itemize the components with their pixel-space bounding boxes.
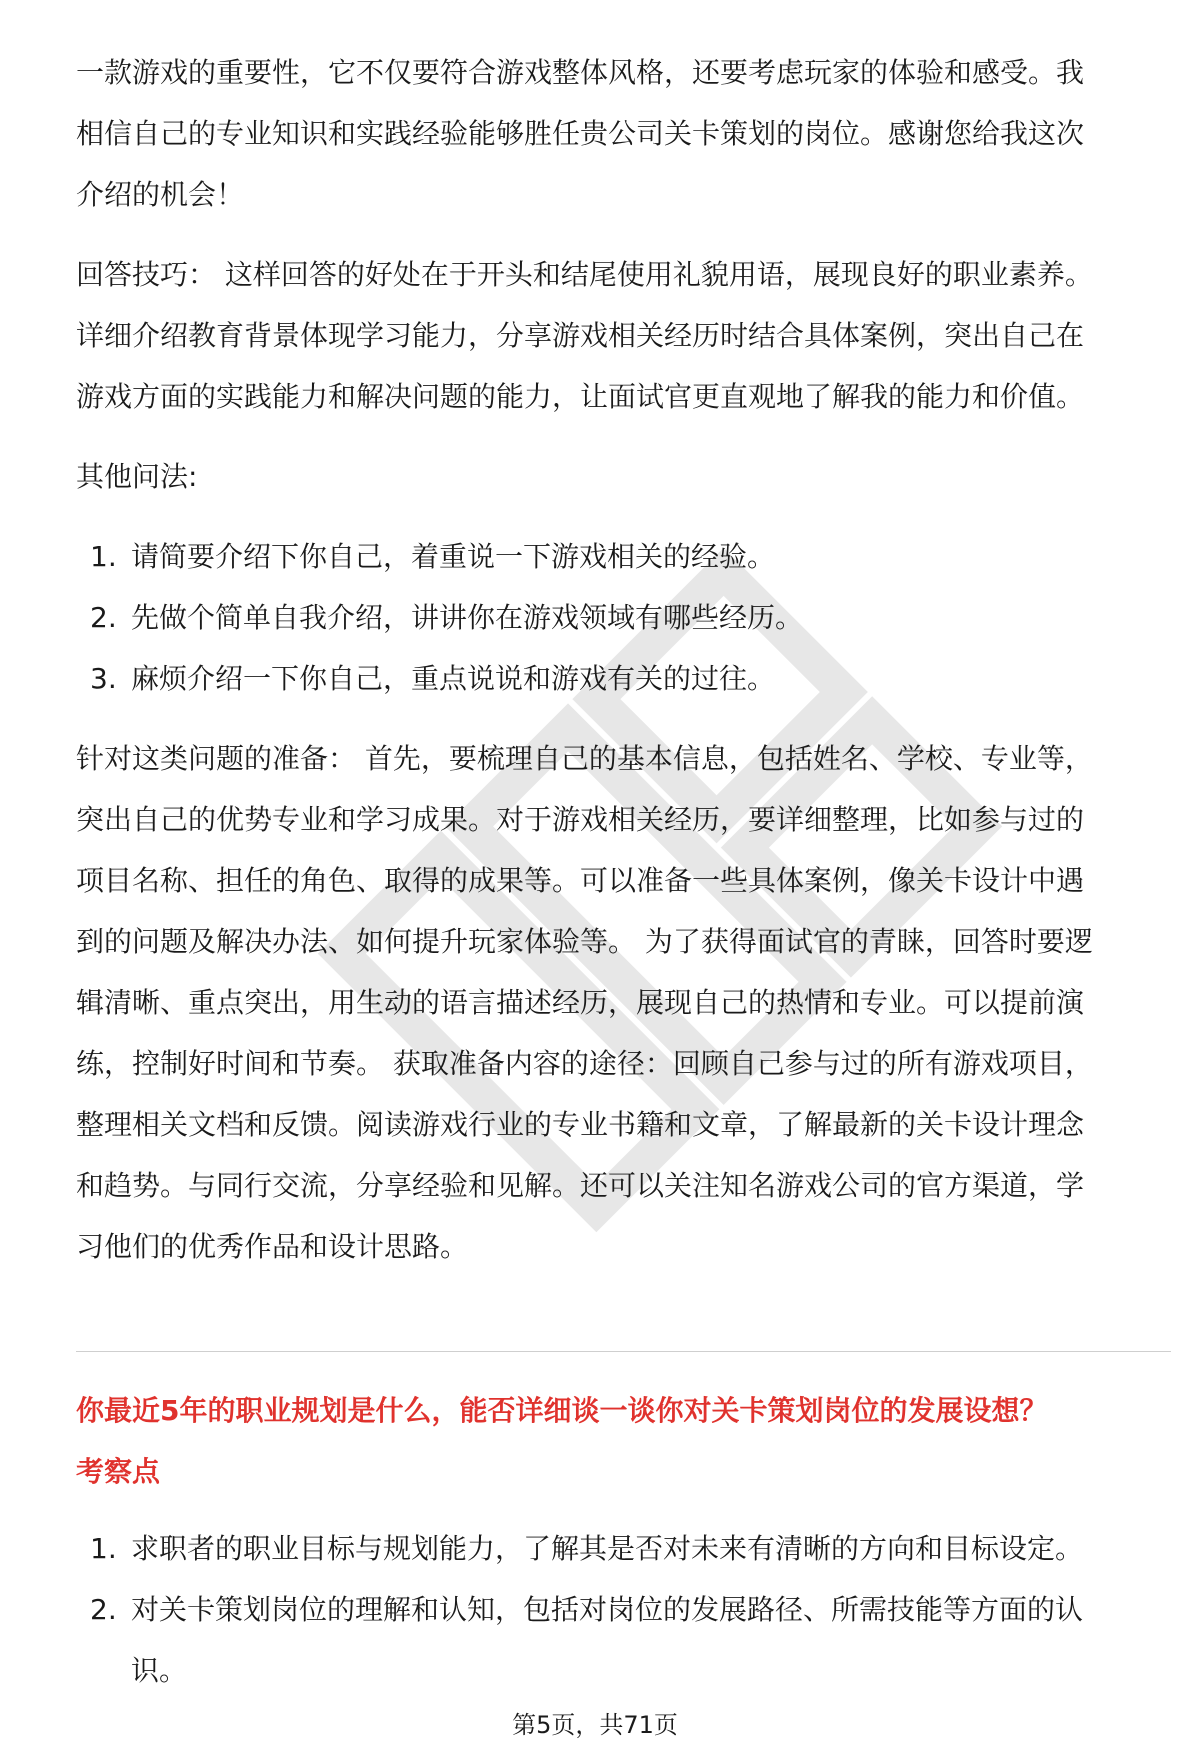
text-line: 练，控制好时间和节奏。 获取准备内容的途径：回顾自己参与过的所有游戏项目， bbox=[76, 1047, 1093, 1080]
page-content bbox=[76, 42, 1171, 1277]
list-item bbox=[76, 526, 1171, 587]
text-line: 习他们的优秀作品和设计思路。 bbox=[76, 1230, 469, 1263]
list-text: 请简要介绍下你自己，着重说一下游戏相关的经验。 bbox=[131, 540, 776, 573]
text-line: 游戏方面的实践能力和解决问题的能力，让面试官更直观地了解我的能力和价值。 bbox=[76, 380, 1085, 413]
list-text: 求职者的职业目标与规划能力，了解其是否对未来有清晰的方向和目标设定。 bbox=[131, 1532, 1084, 1565]
interview-question-heading: 你最近5年的职业规划是什么，能否详细谈一谈你对关卡策划岗位的发展设想？ bbox=[76, 1394, 1048, 1427]
exam-points-list bbox=[76, 1518, 1171, 1701]
intro-paragraph bbox=[76, 42, 1171, 225]
text-line: 项目名称、担任的角色、取得的成果等。可以准备一些具体案例，像关卡设计中遇 bbox=[76, 864, 1085, 897]
text-line: 一款游戏的重要性，它不仅要符合游戏整体风格，还要考虑玩家的体验和感受。我 bbox=[76, 56, 1085, 89]
exam-points-heading: 考察点 bbox=[76, 1455, 161, 1488]
other-asks-title: 其他问法: bbox=[76, 460, 198, 493]
preparation-paragraph bbox=[76, 728, 1171, 1277]
text-line: 回答技巧： 这样回答的好处在于开头和结尾使用礼貌用语，展现良好的职业素养。 bbox=[76, 258, 1093, 291]
tips-paragraph bbox=[76, 244, 1171, 427]
text-line: 相信自己的专业知识和实践经验能够胜任贵公司关卡策划的岗位。感谢您给我这次 bbox=[76, 117, 1085, 150]
list-number: 3. bbox=[90, 662, 117, 695]
list-item bbox=[76, 587, 1171, 648]
list-number: 2. bbox=[90, 601, 117, 634]
text-line: 针对这类问题的准备： 首先，要梳理自己的基本信息，包括姓名、学校、专业等， bbox=[76, 742, 1093, 775]
text-line: 介绍的机会！ bbox=[76, 178, 245, 211]
other-asks-list bbox=[76, 526, 1171, 709]
list-item bbox=[76, 1640, 1171, 1701]
text-line: 详细介绍教育背景体现学习能力，分享游戏相关经历时结合具体案例，突出自己在 bbox=[76, 319, 1085, 352]
list-number: 1. bbox=[90, 540, 117, 573]
text-line: 突出自己的优势专业和学习成果。对于游戏相关经历，要详细整理，比如参与过的 bbox=[76, 803, 1085, 836]
text-line: 和趋势。与同行交流，分享经验和见解。还可以关注知名游戏公司的官方渠道，学 bbox=[76, 1169, 1085, 1202]
list-text: 先做个简单自我介绍，讲讲你在游戏领域有哪些经历。 bbox=[131, 601, 804, 634]
list-item bbox=[76, 1518, 1171, 1579]
text-line: 整理相关文档和反馈。阅读游戏行业的专业书籍和文章，了解最新的关卡设计理念 bbox=[76, 1108, 1085, 1141]
list-number: 1. bbox=[90, 1532, 117, 1565]
page-footer: 第5页，共71页 bbox=[512, 1711, 678, 1739]
text-line: 到的问题及解决办法、如何提升玩家体验等。 为了获得面试官的青睐，回答时要逻 bbox=[76, 925, 1093, 958]
list-item bbox=[76, 1579, 1171, 1640]
list-text: 麻烦介绍一下你自己，重点说说和游戏有关的过往。 bbox=[131, 662, 776, 695]
text-line: 辑清晰、重点突出，用生动的语言描述经历，展现自己的热情和专业。可以提前演 bbox=[76, 986, 1085, 1019]
section-divider bbox=[76, 1351, 1171, 1352]
list-text: 识。 bbox=[131, 1654, 188, 1687]
list-text: 对关卡策划岗位的理解和认知，包括对岗位的发展路径、所需技能等方面的认 bbox=[131, 1593, 1084, 1626]
list-item bbox=[76, 648, 1171, 709]
list-number: 2. bbox=[90, 1593, 117, 1626]
